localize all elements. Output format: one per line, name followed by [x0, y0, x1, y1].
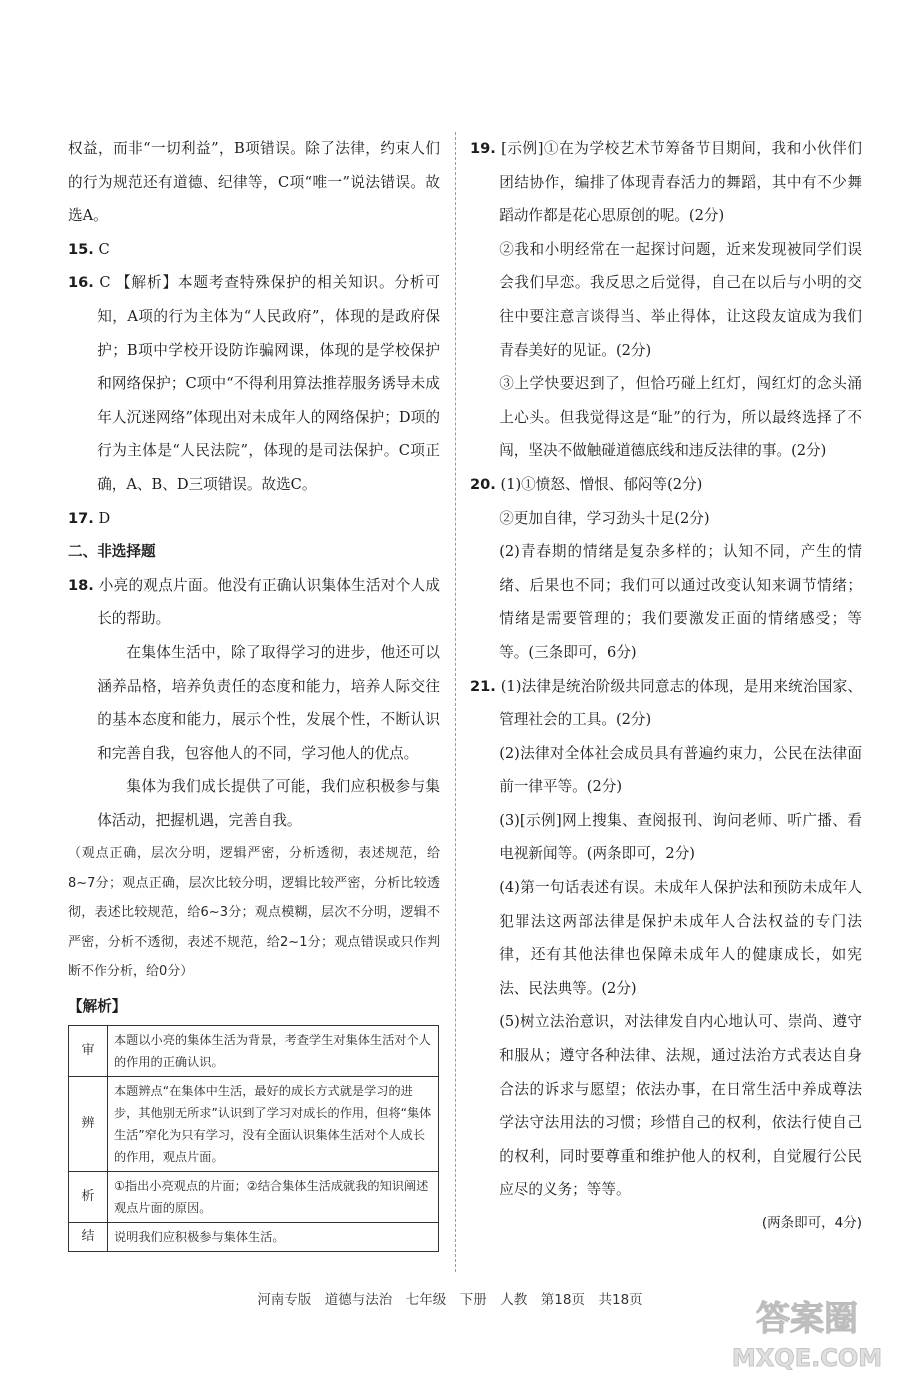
answer-text: (1)①愤怒、憎恨、郁闷等(2分): [500, 475, 703, 493]
row-key: 辨: [69, 1076, 108, 1171]
answer-text: C: [98, 240, 110, 258]
row-key: 审: [69, 1025, 108, 1076]
question-number: 15.: [68, 240, 94, 258]
answer-text: 小亮的观点片面。他没有正确认识集体生活对个人成长的帮助。: [97, 576, 440, 628]
answer-20-part1: [470, 468, 862, 502]
section-heading: 二、非选择题: [68, 543, 156, 561]
question-number: 17.: [68, 509, 94, 527]
analysis-heading: 【解析】: [68, 997, 127, 1015]
right-column: [470, 132, 862, 1241]
answer-text: (1)法律是统治阶级共同意志的体现，是用来统治国家、管理社会的工具。(2分): [499, 677, 862, 729]
answer-text: D: [98, 509, 111, 527]
answer-19-example-3: ③上学快要迟到了，但恰巧碰上红灯，闯红灯的念头涌上心头。但我觉得这是“耻”的行为，所以最终选择了不闯，坚决不做触碰道德底线和违反法律的事。(2分): [499, 375, 862, 460]
row-value: 说明我们应积极参与集体生活。: [108, 1222, 439, 1251]
answer-21-score: (两条即可，4分): [761, 1215, 862, 1231]
watermark-url: MXQE.COM: [732, 1344, 882, 1372]
watermark-logo: [732, 1288, 882, 1378]
grading-note: （观点正确，层次分明，逻辑严密，分析透彻，表述规范，给8~7分；观点正确，层次比较分明，逻辑比较严密，分析比较透彻，表述比较规范，给6~3分；观点模糊，层次不分明，逻辑不严密，分析不透彻，表述不规范，给2~1分；观点错误或只作判断不作分析，给0分）: [68, 846, 440, 980]
row-value: ①指出小亮观点的片面；②结合集体生活成就我的知识阐述观点片面的原因。: [108, 1171, 439, 1222]
question-number: 16.: [68, 274, 94, 292]
watermark-text: 答案圈: [756, 1299, 858, 1339]
answer-18-body: 在集体生活中，除了取得学习的进步，他还可以涵养品格，培养负责任的态度和能力，培养人际交往的基本态度和能力，展示个性，发展个性，不断认识和完善自我，包容他人的不同，学习他人的优点。: [97, 643, 440, 762]
row-key: 析: [69, 1171, 108, 1222]
left-column: [68, 132, 440, 1252]
question-number: 21.: [470, 677, 496, 695]
answer-20-part2: (2)青春期的情绪是复杂多样的；认知不同，产生的情绪、后果也不同；我们可以通过改变认知来调节情绪；情绪是需要管理的；我们要激发正面的情绪感受；等等。(三条即可，6分): [499, 543, 862, 661]
question-number: 19.: [470, 140, 496, 157]
table-row: [69, 1076, 439, 1171]
answer-16: [68, 266, 440, 501]
analysis-table: [68, 1025, 439, 1252]
answer-19-example-2: ②我和小明经常在一起探讨问题，近来发现被同学们误会我们早恋。我反思之后觉得，自己在以后与小明的交往中要注意言谈得当、举止得体，让这段友谊成为我们青春美好的见证。(2分): [499, 240, 862, 359]
answer-21-part2: (2)法律对全体社会成员具有普遍约束力，公民在法律面前一律平等。(2分): [499, 744, 862, 796]
q14-analysis-continued: 权益，而非“一切利益”，B项错误。除了法律，约束人们的行为规范还有道德、纪律等，C项“唯一”说法错误。故选A。: [68, 140, 440, 225]
answer-21-part4: (4)第一句话表述有误。未成年人保护法和预防未成年人犯罪法这两部法律是保护未成年人合法权益的专门法律，还有其他法律也保障未成年人的健康成长，如宪法、民法典等。(2分): [499, 879, 862, 997]
question-number: 20.: [470, 475, 496, 493]
page-footer: 河南专版 道德与法治 七年级 下册 人教 第18页 共18页: [257, 1292, 643, 1308]
answer-21-part3: (3)[示例]网上搜集、查阅报刊、询问老师、听广播、看电视新闻等。(两条即可，2分): [499, 811, 862, 863]
answer-18-conclusion: 集体为我们成长提供了可能，我们应积极参与集体活动，把握机遇，完善自我。: [97, 778, 440, 829]
row-value: 本题以小亮的集体生活为背景，考查学生对集体生活对个人的作用的正确认识。: [108, 1025, 439, 1076]
answer-15: [68, 233, 440, 267]
answer-19-example-1: [470, 132, 862, 233]
answer-18-intro: [68, 569, 440, 636]
answer-text: [示例]①在为学校艺术节筹备节目期间，我和小伙伴们团结协作，编排了体现青春活力的舞蹈，其中有不少舞蹈动作都是花心思原创的呢。(2分): [499, 140, 862, 225]
answer-21-part5: (5)树立法治意识，对法律发自内心地认可、崇尚、遵守和服从；遵守各种法律、法规，通过法治方式表达自身合法的诉求与愿望；依法办事，在日常生活中养成尊法学法守法用法的习惯；珍惜自己的权利，依法行使自己的权利，同时要尊重和维护他人的权利，自觉履行公民应尽的义务；等等。: [499, 1013, 862, 1199]
answer-20-part1b: ②更加自律，学习劲头十足(2分): [499, 509, 710, 527]
answer-17: [68, 502, 440, 536]
row-key: 结: [69, 1222, 108, 1251]
row-value: 本题辨点“在集体中生活，最好的成长方式就是学习的进步，其他别无所求”认识到了学习对成长的作用，但将“集体生活”窄化为只有学习，没有全面认识集体生活对个人成长的作用，观点片面。: [108, 1076, 439, 1171]
column-divider: [455, 132, 456, 1272]
table-row: [69, 1025, 439, 1076]
table-row: [69, 1222, 439, 1251]
answer-text: C 【解析】本题考查特殊保护的相关知识。分析可知，A项的行为主体为“人民政府”，体现的是政府保护；B项中学校开设防诈骗网课，体现的是学校保护和网络保护；C项中“不得利用算法推荐服务诱导未成年人沉迷网络”体现出对未成年人的网络保护；D项的行为主体是“人民法院”，体现的是司法保护。C项正确，A、B、D三项错误。故选C。: [97, 274, 440, 493]
question-number: 18.: [68, 576, 94, 594]
answer-21-part1: [470, 670, 862, 737]
table-row: [69, 1171, 439, 1222]
